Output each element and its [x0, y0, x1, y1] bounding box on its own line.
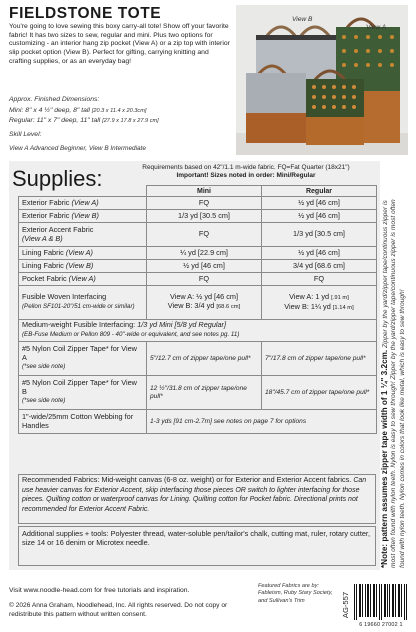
zip-a-sub: (*see side note) — [22, 363, 66, 371]
zip-b-sub: (*see side note) — [22, 397, 66, 405]
dim-regular: Regular: 11" x 7" deep, 11" tall — [9, 117, 101, 124]
dim-mini-metric: [20.3 x 11.4 x 20.3cm] — [91, 108, 147, 114]
table-row-webbing — [19, 410, 377, 434]
dim-regular-metric: [27.9 x 17.8 x 27.9 cm] — [102, 118, 159, 124]
side-note-bold: *Note: pattern assumes zipper tape width of 1 ¼" 3.2cm. — [380, 349, 389, 568]
dim-mini: Mini: 8" x 4 ½" deep, 8" tall — [9, 107, 90, 114]
additional-supplies: Additional supplies + tools: Polyester thread, water-soluble pen/tailor's chalk, cutting mat, ruler, rotary cutter, size 14 or 16 denim or Microtex needle. — [18, 526, 376, 566]
row-regular: FQ — [262, 273, 377, 286]
col-regular-header: Regular — [262, 186, 377, 197]
row-view: (View A & B) — [22, 233, 63, 243]
row-label: Exterior Fabric — [22, 210, 70, 220]
skill-level: View A Advanced Beginner, View B Intermediate — [9, 145, 146, 152]
intro-paragraph: You're going to love sewing this boxy carry-all tote! Show off your favorite fabric! It has two sizes to sew, regular and mini. Plus two options for customizing - an interior hang zip pocket (View A) or a zip top with interior slip pocket option (View B). Perfect for gifting, carrying knitting and crafting supplies, or as an everyday bag! — [9, 23, 230, 65]
footer-featured-fabrics: Featured Fabrics are by: Fableism, Ruby Stary Society, and Sullivan's Trim — [258, 583, 333, 604]
row-mini: 1/3 yd [30.5 cm] — [147, 210, 262, 223]
medium-sub: (EB-Fuse Medium or Pellon 809 - 40"-wide or equivalent, and see notes pg. 11) — [22, 331, 240, 338]
fusible-label: Fusible Woven Interfacing — [22, 292, 107, 302]
dimensions-heading: Approx. Finished Dimensions: — [9, 96, 100, 103]
pattern-title: FIELDSTONE TOTE — [9, 5, 162, 22]
row-label: Lining Fabric — [22, 247, 64, 257]
footer-visit: Visit www.noodle-head.com for free tutorials and inspiration. — [9, 587, 190, 594]
row-view: (View A) — [71, 197, 99, 207]
fusible-mini-b-metric: [68.6 cm] — [216, 304, 241, 310]
row-label: Exterior Fabric — [22, 197, 70, 207]
zip-a-label: #5 Nylon Coil Zipper Tape* for View A — [22, 344, 137, 362]
barcode-number: 6 19660 27002 1 — [359, 622, 403, 628]
fusible-reg-b-metric: [1.14 m] — [332, 304, 354, 311]
recommended-lead: Recommended Fabrics: Mid-weight canvas (6-8 oz. weight) or for Exterior and Exterior Accent fabrics. — [22, 475, 352, 484]
zip-b-mini: 12 ½"/31.8 cm of zipper tape/one pull* — [147, 376, 262, 410]
fusible-sub: (Pellon SF101-20"/51 cm-wide or similar) — [22, 303, 135, 310]
supplies-heading: Supplies: — [12, 166, 103, 191]
zip-b-label: #5 Nylon Coil Zipper Tape* for View B — [22, 378, 137, 396]
row-mini: FQ — [147, 223, 262, 247]
zip-a-regular: 7"/17.8 cm of zipper tape/one pull* — [262, 342, 377, 376]
fusible-mini-b: View B: 3/4 yd — [167, 301, 215, 310]
zip-a-mini: 5"/12.7 cm of zipper tape/one pull* — [147, 342, 262, 376]
requirement-line: Requirements based on 42"/1.1 m-wide fabric. FQ=Fat Quarter (18x21") — [142, 164, 350, 171]
footer-copyright: © 2026 Anna Graham, Noodlehead, Inc. All rights reserved. Do not copy or redistribute this pattern without written consent. — [9, 602, 228, 618]
row-mini: FQ — [147, 197, 262, 210]
row-mini: ¼ yd [22.9 cm] — [147, 247, 262, 260]
side-note-text: Zipper by the yard/zipper tape/continuous zipper is most often found with nylon teeth. Nylon is easy to sew through! Zipper by the yard/zipper tape/continuous zipper is most often found with nylon teeth. Nylon comes in colors that look like metal, which is easy to sew through! — [382, 199, 406, 568]
zipper-side-note — [381, 190, 414, 568]
table-row-zip-a — [19, 342, 377, 376]
table-row-zip-b — [19, 376, 377, 410]
row-regular: ½ yd [46 cm] — [262, 210, 377, 223]
fusible-reg-a: View A: 1 yd — [289, 291, 330, 301]
row-view: (View A) — [65, 247, 93, 257]
row-label: Exterior Accent Fabric — [22, 224, 94, 234]
barcode-icon — [352, 583, 410, 621]
supplies-table — [18, 185, 377, 434]
table-row — [19, 247, 377, 260]
table-row-fusible — [19, 286, 377, 320]
table-row-medium — [19, 320, 377, 342]
photo-label-view-b: View B — [292, 16, 313, 23]
webbing-amount: 1-3 yds [91 cm-2.7m] see notes on page 7 for options — [147, 410, 377, 434]
col-mini-header: Mini — [147, 186, 262, 197]
table-row — [19, 273, 377, 286]
photo-label-view-a: View A — [366, 24, 387, 31]
fusible-reg-b: View B: 1¼ yd — [284, 301, 331, 311]
table-row — [19, 223, 377, 247]
table-row — [19, 210, 377, 223]
row-view: (View A) — [68, 273, 96, 283]
row-label: Lining Fabric — [22, 260, 64, 270]
row-view: (View B) — [71, 210, 99, 220]
recommended-italic: Can use heavier canvas for Exterior Accent, skip interfacing those pieces OR switch to lighter interfacing for those pieces. Quilting cotton or waterproof canvas for Lining. Quilting cotton for Pocket fabric. Directional prints not recommended for Exterior Accent Fabric. — [22, 477, 367, 513]
fusible-mini-a: View A: ½ yd [46 cm] — [169, 292, 238, 302]
tote-bags-photo — [236, 5, 408, 155]
table-header-row — [19, 186, 377, 197]
row-mini: FQ — [147, 273, 262, 286]
medium-amount: 1/3 yd Mini [5/8 yd Regular] — [137, 320, 227, 330]
dimensions-list — [9, 106, 237, 126]
important-note: Important! Sizes noted in order: Mini/Regular — [176, 172, 316, 180]
fusible-reg-a-metric: [.91 m] — [331, 294, 349, 301]
supplies-requirements — [112, 164, 380, 181]
table-row — [19, 260, 377, 273]
row-view: (View B) — [65, 260, 94, 270]
webbing-label: 1"-wide/25mm Cotton Webbing for Handles — [19, 410, 147, 434]
skill-heading: Skill Level: — [9, 131, 42, 138]
zip-b-regular: 18"/45.7 cm of zipper tape/one pull* — [262, 376, 377, 410]
table-row — [19, 197, 377, 210]
row-mini: ½ yd [46 cm] — [147, 260, 262, 273]
row-regular: ½ yd [46 cm] — [262, 197, 377, 210]
recommended-fabrics — [18, 474, 376, 524]
sku-container — [341, 583, 351, 627]
row-regular: ½ yd [46 cm] — [262, 247, 377, 260]
pattern-sku: AG-557 — [341, 591, 350, 619]
row-label: Pocket Fabric — [22, 273, 67, 283]
row-regular: 1/3 yd [30.5 cm] — [262, 223, 377, 247]
row-regular: 3/4 yd [68.6 cm] — [262, 260, 377, 273]
medium-label: Medium-weight Fusible Interfacing: — [22, 320, 136, 330]
